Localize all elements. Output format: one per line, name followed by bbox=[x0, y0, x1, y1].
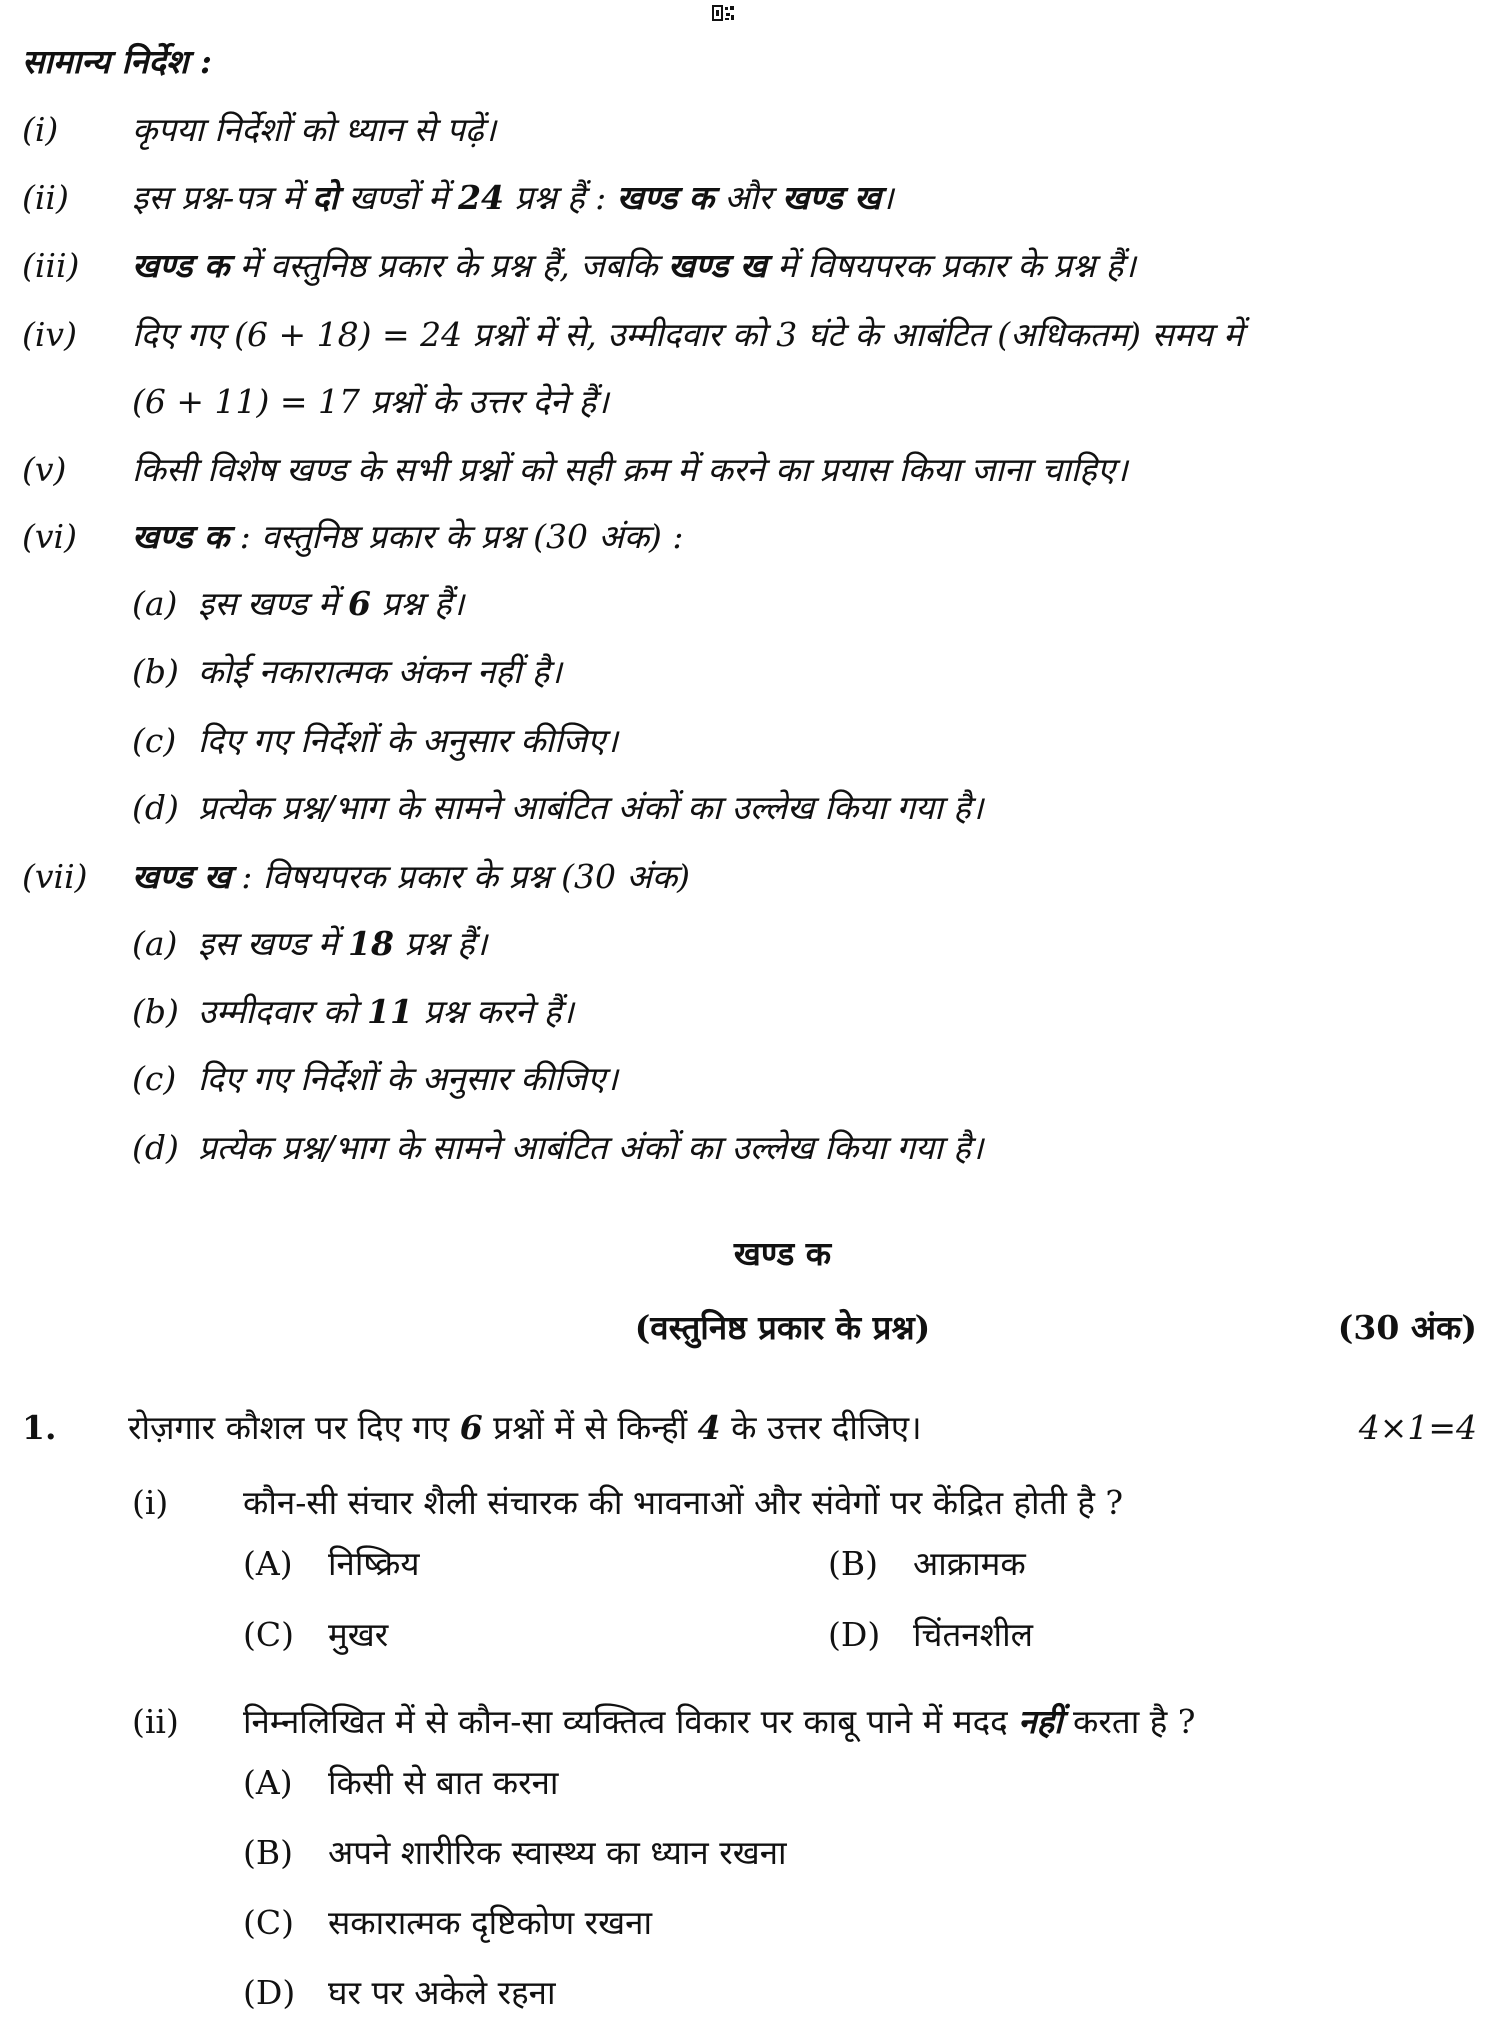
text-segment: दिए गए (6 + 18) = 24 प्रश्नों में से, उम्मीदवार को 3 घंटे के आबंटित (अधिकतम) समय में bbox=[132, 315, 1243, 354]
text-segment: 11 bbox=[367, 992, 413, 1031]
text-segment: प्रश्नों में से किन्हीं bbox=[482, 1408, 698, 1447]
sub-item-label: (a) bbox=[132, 924, 178, 963]
instruction-text bbox=[132, 315, 1243, 355]
option-label: (C) bbox=[243, 1903, 294, 1942]
option-label: (C) bbox=[243, 1615, 294, 1654]
subquestion-label: (i) bbox=[132, 1483, 169, 1522]
sub-item-text bbox=[198, 1059, 618, 1099]
text-segment: प्रत्येक प्रश्न/भाग के सामने आबंटित अंकों का उल्लेख किया गया है। bbox=[198, 1128, 984, 1167]
option-label: (D) bbox=[243, 1973, 296, 2012]
text-segment: खण्ड ख bbox=[782, 178, 881, 217]
text-segment: इस खण्ड में bbox=[198, 924, 349, 963]
option-text: किसी से बात करना bbox=[328, 1763, 559, 1802]
text-segment: : वस्तुनिष्ठ प्रकार के प्रश्न (30 अंक) : bbox=[229, 517, 684, 556]
sub-item-text bbox=[198, 584, 464, 624]
text-segment: निम्नलिखित में से कौन-सा व्यक्तित्व विकार पर काबू पाने में मदद bbox=[243, 1702, 1019, 1741]
sub-item-text bbox=[198, 788, 983, 828]
text-segment: खण्ड क bbox=[132, 246, 230, 285]
question-number: 1. bbox=[22, 1408, 57, 1447]
sub-item-label: (a) bbox=[132, 584, 178, 623]
instructions-title: सामान्य निर्देश : bbox=[22, 42, 212, 81]
text-segment: में वस्तुनिष्ठ प्रकार के प्रश्न हैं, जबकि bbox=[229, 246, 668, 285]
text-segment: नहीं bbox=[1018, 1702, 1063, 1741]
instruction-label: (i) bbox=[22, 110, 59, 149]
text-segment: दिए गए निर्देशों के अनुसार कीजिए। bbox=[198, 1059, 618, 1098]
instruction-text bbox=[132, 246, 1136, 286]
text-segment: दो bbox=[311, 178, 339, 217]
text-segment: इस प्रश्न-पत्र में bbox=[132, 178, 312, 217]
text-segment: किसी विशेष खण्ड के सभी प्रश्नों को सही क्रम में करने का प्रयास किया जाना चाहिए। bbox=[132, 450, 1128, 489]
instruction-label: (vi) bbox=[22, 517, 77, 556]
option-label: (A) bbox=[243, 1544, 293, 1583]
option-text: सकारात्मक दृष्टिकोण रखना bbox=[328, 1903, 653, 1942]
text-segment: प्रश्न करने हैं। bbox=[412, 992, 574, 1031]
option-text: आक्रामक bbox=[913, 1544, 1026, 1583]
text-segment: (6 + 11) = 17 प्रश्नों के उत्तर देने हैं। bbox=[132, 382, 609, 421]
qr-code-icon bbox=[712, 4, 736, 22]
text-segment: : विषयपरक प्रकार के प्रश्न (30 अंक) bbox=[230, 857, 690, 896]
question-marks: 4×1=4 bbox=[1358, 1408, 1477, 1447]
instruction-text bbox=[132, 178, 894, 218]
question-text bbox=[128, 1408, 922, 1448]
subquestion-text bbox=[243, 1702, 1195, 1742]
text-segment: 6 bbox=[348, 584, 372, 623]
text-segment: प्रश्न हैं। bbox=[371, 584, 465, 623]
text-segment: रोज़गार कौशल पर दिए गए bbox=[128, 1408, 460, 1447]
text-segment: कोई नकारात्मक अंकन नहीं है। bbox=[198, 652, 562, 691]
text-segment: प्रश्न हैं। bbox=[393, 924, 488, 963]
option-text: घर पर अकेले रहना bbox=[328, 1973, 556, 2012]
option-text: निष्क्रिय bbox=[328, 1544, 420, 1583]
option-text: चिंतनशील bbox=[913, 1615, 1033, 1654]
text-segment: कौन-सी संचार शैली संचारक की भावनाओं और संवेगों पर केंद्रित होती है ? bbox=[243, 1483, 1124, 1522]
section-subtitle: (वस्तुनिष्ठ प्रकार के प्रश्न) bbox=[634, 1308, 931, 1347]
option-text: अपने शारीरिक स्वास्थ्य का ध्यान रखना bbox=[328, 1833, 787, 1872]
instruction-label: (vii) bbox=[22, 857, 88, 896]
sub-item-label: (c) bbox=[132, 1059, 177, 1098]
text-segment: और bbox=[713, 178, 783, 217]
option-label: (D) bbox=[828, 1615, 881, 1654]
subquestion-text bbox=[243, 1483, 1123, 1523]
text-segment: इस खण्ड में bbox=[198, 584, 349, 623]
text-segment: में विषयपरक प्रकार के प्रश्न हैं। bbox=[766, 246, 1136, 285]
sub-item-text bbox=[198, 1128, 983, 1168]
text-segment: 18 bbox=[348, 924, 394, 963]
instruction-text bbox=[132, 857, 690, 897]
instruction-text bbox=[132, 110, 496, 150]
sub-item-text bbox=[198, 721, 618, 761]
sub-item-label: (c) bbox=[132, 721, 177, 760]
text-segment: कृपया निर्देशों को ध्यान से पढ़ें। bbox=[132, 110, 497, 149]
option-text: मुखर bbox=[328, 1615, 389, 1654]
sub-item-text bbox=[198, 924, 487, 964]
text-segment: प्रत्येक प्रश्न/भाग के सामने आबंटित अंकों का उल्लेख किया गया है। bbox=[198, 788, 984, 827]
sub-item-text bbox=[198, 652, 562, 692]
text-segment: करता है ? bbox=[1062, 1702, 1196, 1741]
text-segment: के उत्तर दीजिए। bbox=[720, 1408, 922, 1447]
text-segment: उम्मीदवार को bbox=[198, 992, 368, 1031]
instruction-text bbox=[132, 382, 609, 422]
section-title: खण्ड क bbox=[733, 1234, 832, 1273]
text-segment: खण्डों में bbox=[338, 178, 459, 217]
text-segment: खण्ड क bbox=[132, 517, 230, 556]
instruction-label: (ii) bbox=[22, 178, 69, 217]
instruction-label: (v) bbox=[22, 450, 67, 489]
subquestion-label: (ii) bbox=[132, 1702, 179, 1741]
text-segment: 24 bbox=[458, 178, 505, 217]
text-segment: 6 bbox=[459, 1408, 483, 1447]
instruction-label: (iii) bbox=[22, 246, 80, 285]
instruction-text bbox=[132, 517, 684, 557]
instruction-text bbox=[132, 450, 1128, 490]
option-label: (B) bbox=[243, 1833, 293, 1872]
text-segment: खण्ड ख bbox=[132, 857, 231, 896]
section-marks: (30 अंक) bbox=[1337, 1308, 1477, 1347]
text-segment: । bbox=[880, 178, 894, 217]
text-segment: प्रश्न हैं : bbox=[504, 178, 617, 217]
sub-item-label: (b) bbox=[132, 652, 179, 691]
sub-item-label: (d) bbox=[132, 1128, 179, 1167]
instruction-label: (iv) bbox=[22, 315, 77, 354]
text-segment: 4 bbox=[697, 1408, 721, 1447]
sub-item-text bbox=[198, 992, 574, 1032]
sub-item-label: (b) bbox=[132, 992, 179, 1031]
text-segment: खण्ड ख bbox=[667, 246, 767, 285]
option-label: (A) bbox=[243, 1763, 293, 1802]
text-segment: खण्ड क bbox=[616, 178, 714, 217]
option-label: (B) bbox=[828, 1544, 878, 1583]
text-segment: दिए गए निर्देशों के अनुसार कीजिए। bbox=[198, 721, 618, 760]
sub-item-label: (d) bbox=[132, 788, 179, 827]
